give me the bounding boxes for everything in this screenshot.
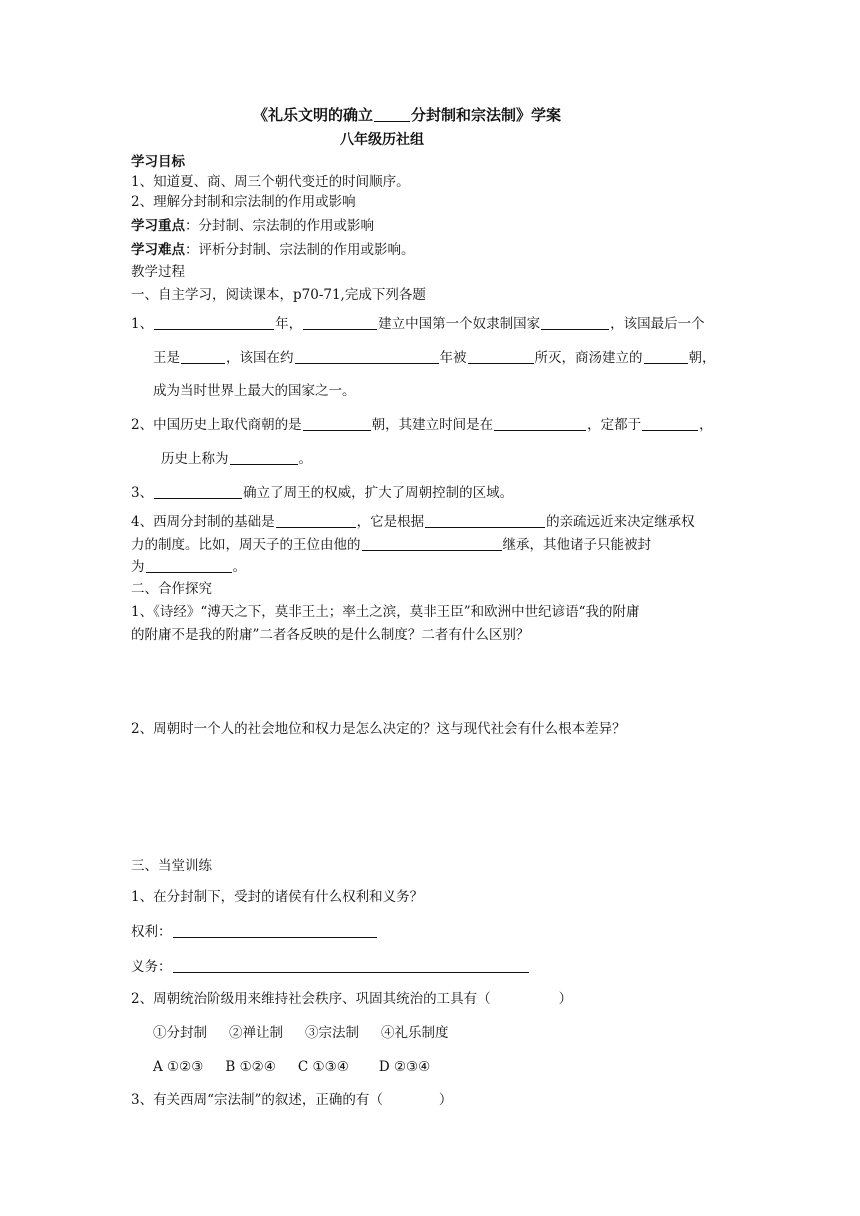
process-heading: 教学过程 [131,264,185,280]
item-option: ④礼乐制度 [381,1025,449,1041]
q2-line-1: 2、中国历史上取代商朝的是 朝，其建立时间是在 ，定都于 ， [131,417,713,433]
title-blank [374,107,410,122]
fill-blank[interactable] [303,315,377,330]
choice-c[interactable]: C ①③④ [297,1059,349,1075]
fill-blank[interactable] [362,536,502,551]
fill-blank[interactable] [642,416,698,431]
fill-blank[interactable] [644,349,688,364]
document-title: 《礼乐文明的确立 分封制和宗法制》学案 [253,106,562,124]
rights-line: 权利： [131,923,378,941]
q3-line: 3、 确立了周王的权威，扩大了周朝控制的区域。 [131,485,514,501]
part3-q2-choices [153,1058,452,1076]
fill-blank[interactable] [303,416,371,431]
q1-line-1: 1、 年， 建立中国第一个奴隶制国家 ，该国最后一个 [131,316,705,332]
rights-answer-blank[interactable] [173,923,377,938]
fill-blank[interactable] [230,450,298,465]
part3-q2-items [153,1024,471,1042]
item-option: ②禅让制 [229,1025,283,1041]
fill-blank[interactable] [468,349,534,364]
fill-blank[interactable] [154,315,274,330]
fill-blank[interactable] [425,513,545,528]
q2-line-2: 历史上称为 。 [161,451,312,467]
choice-b[interactable]: B ①②④ [225,1059,276,1075]
part1-heading: 一、自主学习，阅读课本，p70-71,完成下列各题 [131,287,426,303]
part2-heading: 二、合作探究 [131,581,212,597]
part2-q1-line-2: 的附庸不是我的附庸”二者各反映的是什么制度？二者有什么区别？ [131,627,530,643]
fill-blank[interactable] [541,315,609,330]
part2-q1-line-1: 1、《诗经》“溥天之下，莫非王土；率土之滨，莫非王臣”和欧洲中世纪谚语“我的附庸 [131,604,640,620]
choice-a[interactable]: A ①②③ [153,1059,204,1075]
q1-line-2: 王是 ，该国在约 年被 所灭，商汤建立的 朝， [153,350,716,366]
part3-q1: 1、在分封制下，受封的诸侯有什么权利和义务？ [131,889,424,905]
part3-q3: 3、有关西周“宗法制”的叙述，正确的有（ ） [131,1092,453,1108]
fill-blank[interactable] [154,484,242,499]
q1-line-3: 成为当时世界上最大的国家之一。 [153,383,356,399]
part3-heading: 三、当堂训练 [131,858,212,874]
fill-blank[interactable] [276,513,356,528]
choice-d[interactable]: D ②③④ [378,1059,431,1075]
q4-line-1: 4、西周分封制的基础是 ，它是根据 的亲疏远近来决定继承权 [131,514,695,530]
part2-q2: 2、周朝时一个人的社会地位和权力是怎么决定的？这与现代社会有什么根本差异？ [131,721,626,737]
fill-blank[interactable] [181,349,225,364]
focus-line: 学习重点：分封制、宗法制的作用或影响 [131,218,374,234]
duties-answer-blank[interactable] [173,958,529,973]
duties-line: 义务： [131,958,530,976]
fill-blank[interactable] [146,558,232,573]
objective-item-2: 2、理解分封制和宗法制的作用或影响 [131,194,356,210]
q4-line-2: 力的制度。比如，周天子的王位由他的 继承，其他诸子只能被封 [131,537,651,553]
objective-item-1: 1、知道夏、商、周三个朝代变迁的时间顺序。 [131,174,410,190]
item-option: ③宗法制 [305,1025,359,1041]
objectives-heading: 学习目标 [131,154,185,170]
q4-line-3: 为 。 [131,559,246,575]
fill-blank[interactable] [494,416,586,431]
part3-q2: 2、周朝统治阶级用来维持社会秩序、巩固其统治的工具有（ ） [131,991,573,1007]
difficulty-line: 学习难点：评析分封制、宗法制的作用或影响。 [131,242,415,258]
document-subtitle: 八年级历社组 [340,132,424,148]
fill-blank[interactable] [295,349,439,364]
item-option: ①分封制 [153,1025,207,1041]
